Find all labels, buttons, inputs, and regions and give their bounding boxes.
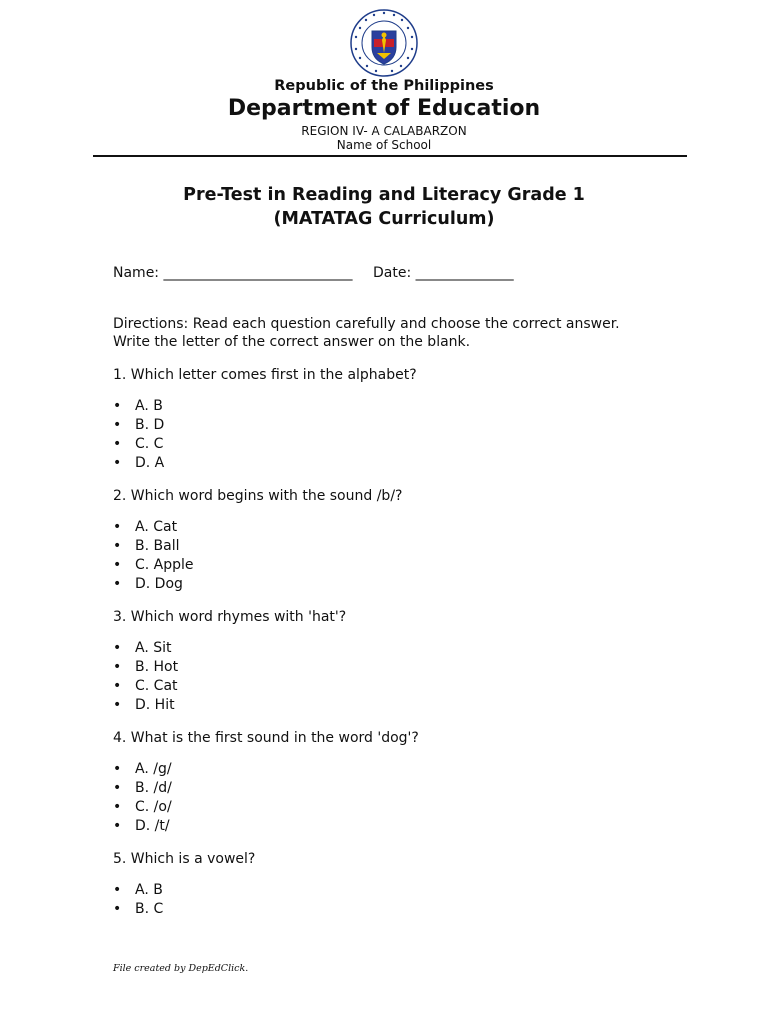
bullet-icon: • <box>113 678 122 694</box>
option-item <box>113 454 164 473</box>
option-item <box>113 779 172 798</box>
option-item <box>113 537 194 556</box>
option-text: D. Hit <box>135 697 175 713</box>
department-heading: Department of Education <box>227 96 541 121</box>
option-item <box>113 639 178 658</box>
option-item <box>113 556 194 575</box>
bullet-icon: • <box>113 557 122 573</box>
option-text: A. Cat <box>135 519 178 535</box>
deped-seal-icon <box>350 9 418 77</box>
bullet-icon: • <box>113 398 122 414</box>
option-item <box>113 518 194 537</box>
question-3: 3. Which word rhymes with 'hat'? <box>113 609 347 625</box>
option-text: A. Sit <box>135 640 172 656</box>
option-item <box>113 881 163 900</box>
bullet-icon: • <box>113 455 122 471</box>
bullet-icon: • <box>113 780 122 796</box>
bullet-icon: • <box>113 640 122 656</box>
question-2-options <box>113 518 194 594</box>
option-text: D. Dog <box>135 576 183 592</box>
option-text: B. Ball <box>135 538 180 554</box>
bullet-icon: • <box>113 818 122 834</box>
question-4-options <box>113 760 172 836</box>
header-divider <box>93 155 687 157</box>
option-text: B. D <box>135 417 165 433</box>
option-text: C. Cat <box>135 678 178 694</box>
name-field: Name: ___________________________ <box>113 265 353 281</box>
option-item <box>113 696 178 715</box>
bullet-icon: • <box>113 436 122 452</box>
option-text: B. Hot <box>135 659 179 675</box>
directions-line-1: Directions: Read each question carefully and choose the correct answer. <box>113 316 620 332</box>
option-text: B. C <box>135 901 164 917</box>
bullet-icon: • <box>113 538 122 554</box>
option-item <box>113 677 178 696</box>
question-1: 1. Which letter comes first in the alphabet? <box>113 367 417 383</box>
option-text: B. /d/ <box>135 780 172 796</box>
option-text: C. C <box>135 436 164 452</box>
bullet-icon: • <box>113 799 122 815</box>
option-text: D. A <box>135 455 165 471</box>
date-field: Date: ______________ <box>373 265 514 281</box>
question-5-options <box>113 881 163 919</box>
option-text: C. Apple <box>135 557 194 573</box>
bullet-icon: • <box>113 882 122 898</box>
option-text: A. B <box>135 398 163 414</box>
option-text: A. /g/ <box>135 761 172 777</box>
option-item <box>113 575 194 594</box>
bullet-icon: • <box>113 417 122 433</box>
republic-heading: Republic of the Philippines <box>274 78 494 94</box>
option-item <box>113 900 163 919</box>
option-text: A. B <box>135 882 163 898</box>
bullet-icon: • <box>113 901 122 917</box>
bullet-icon: • <box>113 659 122 675</box>
option-item <box>113 416 164 435</box>
option-item <box>113 397 164 416</box>
question-1-options <box>113 397 164 473</box>
bullet-icon: • <box>113 697 122 713</box>
bullet-icon: • <box>113 576 122 592</box>
test-subtitle: (MATATAG Curriculum) <box>273 209 495 229</box>
region-label: REGION IV- A CALABARZON <box>301 124 467 138</box>
option-item <box>113 760 172 779</box>
option-item <box>113 817 172 836</box>
directions-line-2: Write the letter of the correct answer on the blank. <box>113 334 471 350</box>
question-2: 2. Which word begins with the sound /b/? <box>113 488 403 504</box>
question-4: 4. What is the first sound in the word 'dog'? <box>113 730 419 746</box>
test-title: Pre-Test in Reading and Literacy Grade 1 <box>183 185 585 205</box>
option-item <box>113 798 172 817</box>
footer-credit: File created by DepEdClick. <box>113 963 249 974</box>
bullet-icon: • <box>113 761 122 777</box>
option-item <box>113 435 164 454</box>
name-date-row <box>113 265 514 281</box>
question-3-options <box>113 639 178 715</box>
option-text: D. /t/ <box>135 818 170 834</box>
option-text: C. /o/ <box>135 799 172 815</box>
school-name: Name of School <box>336 138 432 152</box>
option-item <box>113 658 178 677</box>
bullet-icon: • <box>113 519 122 535</box>
question-5: 5. Which is a vowel? <box>113 851 256 867</box>
